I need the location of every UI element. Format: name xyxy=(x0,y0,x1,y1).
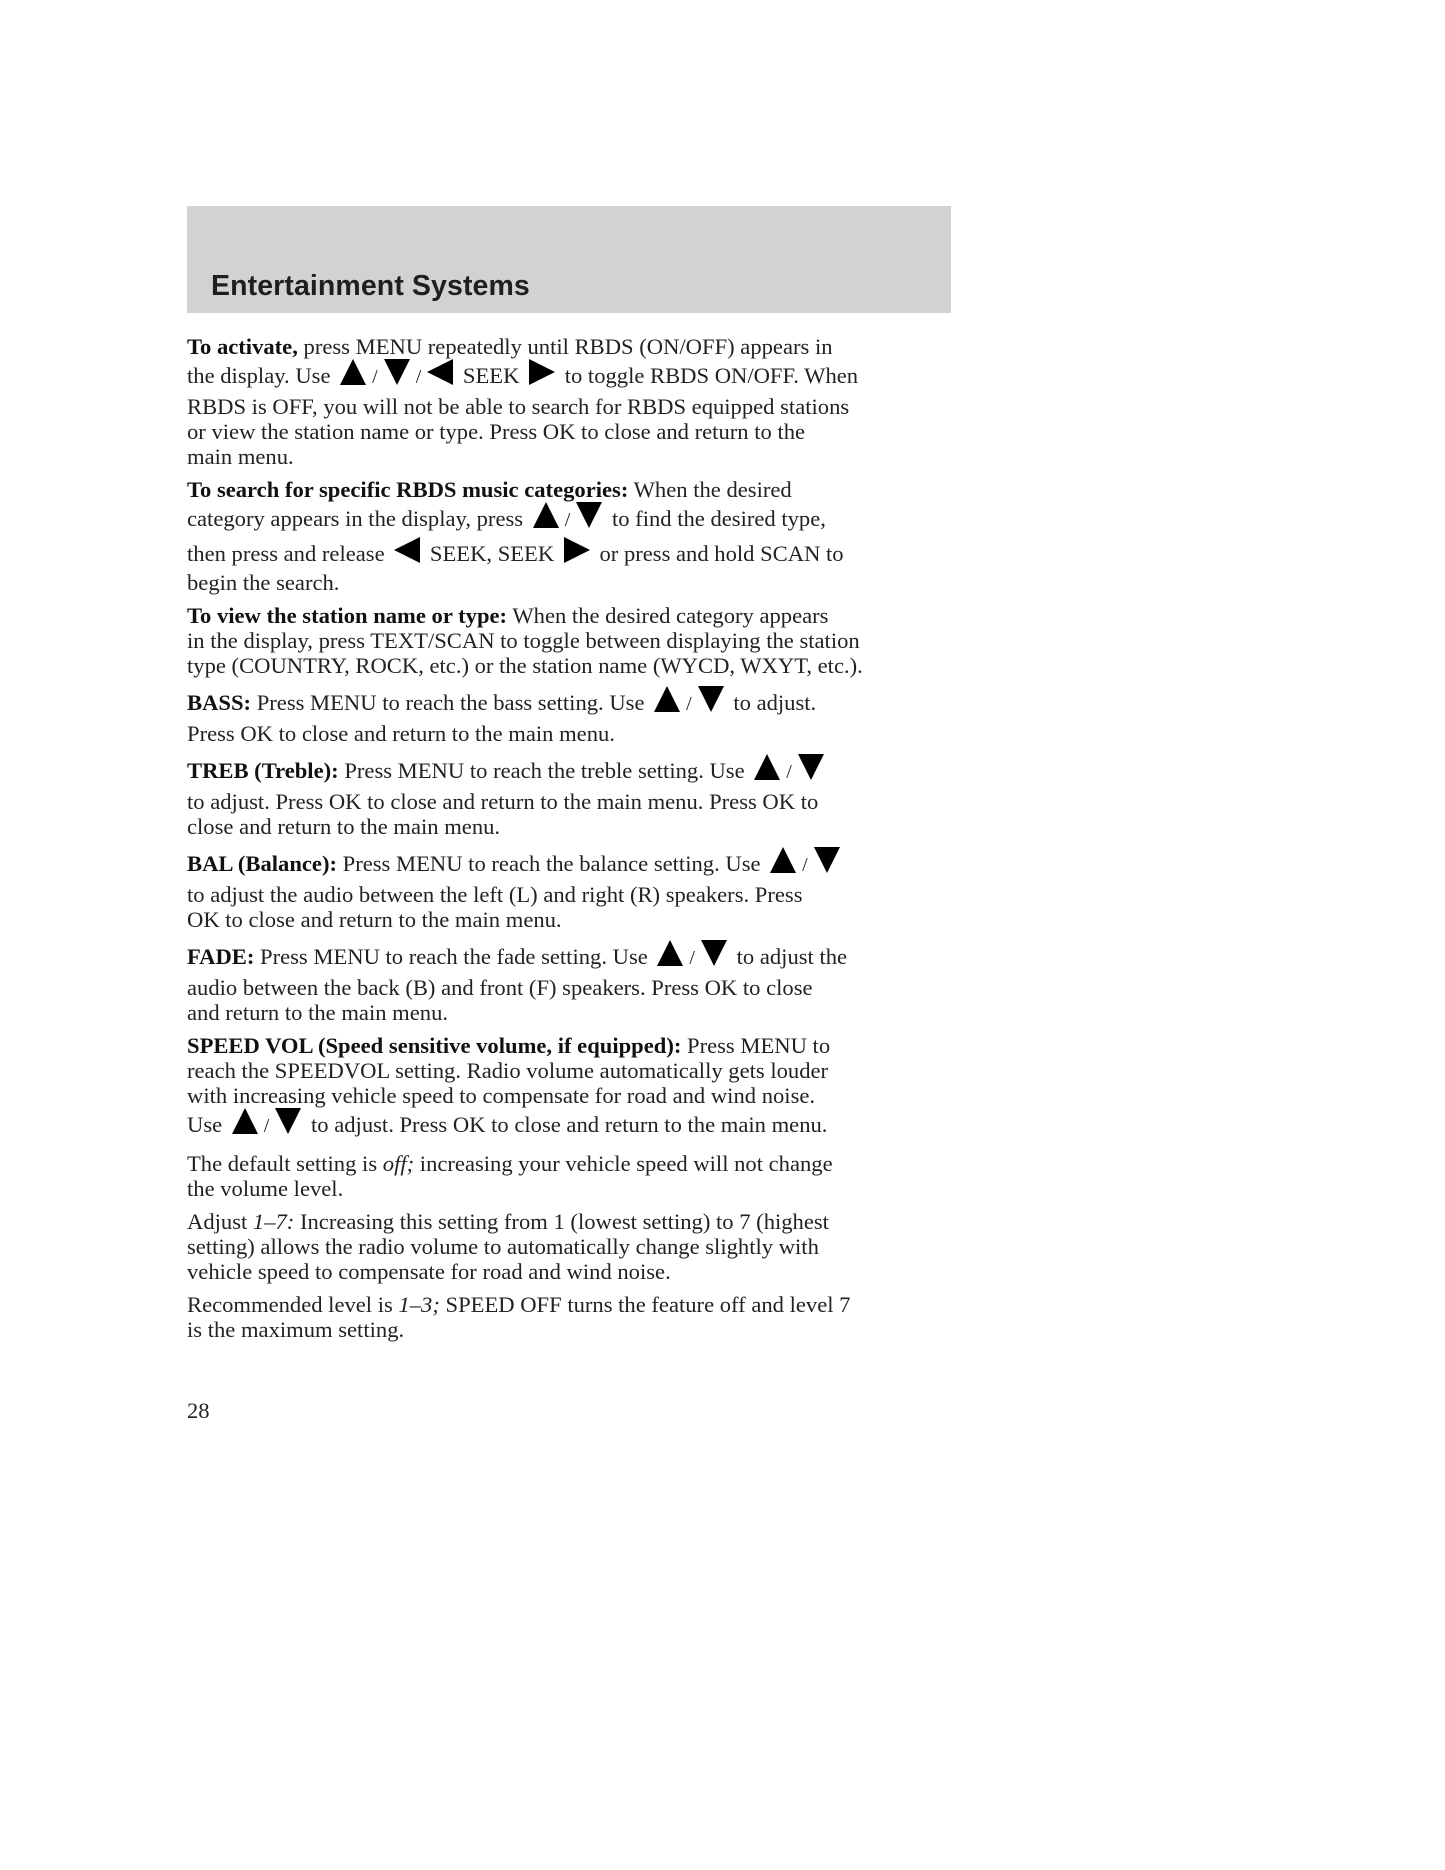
term-activate: To activate, xyxy=(187,334,298,359)
page-body xyxy=(187,334,957,1350)
section-title: Entertainment Systems xyxy=(211,270,530,302)
arrow-down-icon xyxy=(384,359,410,385)
term-balance: BAL (Balance): xyxy=(187,851,337,876)
paragraph-view-station: To view the station name or type: When the desired category appears in the display, press TEXT/SCAN to toggle between displaying the station type (COUNTRY, ROCK, etc.) or the station name (WYCD, WXYT, etc.). xyxy=(187,603,863,678)
arrow-up-icon xyxy=(340,359,366,385)
arrow-down-icon xyxy=(275,1108,301,1134)
paragraph-activate: To activate, press MENU repeatedly until RBDS (ON/OFF) appears in the display. Use / / SEEK to toggle RBDS ON/OFF. When RBDS is OFF, you will not be able to search for RBDS equipped stations or view the station name or type. Press OK to close and return to the main menu. xyxy=(187,334,859,469)
seek-right-icon xyxy=(529,359,555,385)
term-search-categories: To search for specific RBDS music categories: xyxy=(187,477,629,502)
paragraph-speed-vol: SPEED VOL (Speed sensitive volume, if equipped): Press MENU to reach the SPEEDVOL setting. Radio volume automatically gets louder with increasing vehicle speed to compensate for road and wind noise. Use / to adjust. Press OK to close and return to the main menu. xyxy=(187,1033,831,1137)
paragraph-balance: BAL (Balance): Press MENU to reach the balance setting. Use / to adjust the audio between the left (L) and right (R) speakers. Press OK to close and return to the main menu. xyxy=(187,847,957,932)
term-speed-vol: SPEED VOL (Speed sensitive volume, if equipped): xyxy=(187,1033,682,1058)
term-fade: FADE: xyxy=(187,944,255,969)
paragraph-recommended-level: Recommended level is 1–3; SPEED OFF turns the feature off and level 7 is the maximum setting. xyxy=(187,1292,851,1342)
seek-left-icon xyxy=(394,537,420,563)
paragraph-treble: TREB (Treble): Press MENU to reach the treble setting. Use / to adjust. Press OK to close and return to the main menu. Press OK to close and return to the main menu. xyxy=(187,754,957,839)
seek-right-icon xyxy=(564,537,590,563)
paragraph-default-setting: The default setting is off; increasing your vehicle speed will not change the volume level. xyxy=(187,1151,833,1201)
section-header-band xyxy=(187,206,951,313)
arrow-up-icon xyxy=(657,940,683,966)
arrow-up-icon xyxy=(533,502,559,528)
arrow-down-icon xyxy=(814,847,840,873)
arrow-down-icon xyxy=(701,940,727,966)
arrow-down-icon xyxy=(576,502,602,528)
arrow-up-icon xyxy=(754,754,780,780)
arrow-up-icon xyxy=(654,686,680,712)
term-bass: BASS: xyxy=(187,690,252,715)
term-view-station: To view the station name or type: xyxy=(187,603,508,628)
arrow-down-icon xyxy=(698,686,724,712)
paragraph-adjust-range: Adjust 1–7: Increasing this setting from 1 (lowest setting) to 7 (highest setting) allows the radio volume to automatically change slightly with vehicle speed to compensate for road and wind noise. xyxy=(187,1209,829,1284)
seek-left-icon xyxy=(427,359,453,385)
arrow-up-icon xyxy=(232,1108,258,1134)
term-treble: TREB (Treble): xyxy=(187,758,339,783)
paragraph-search-categories: To search for specific RBDS music categories: When the desired category appears in the display, press / to find the desired type, then press and release SEEK, SEEK or press and hold SCAN to begin the search. xyxy=(187,477,844,595)
arrow-up-icon xyxy=(770,847,796,873)
arrow-down-icon xyxy=(798,754,824,780)
page-number: 28 xyxy=(187,1398,210,1423)
paragraph-fade: FADE: Press MENU to reach the fade setting. Use / to adjust the audio between the back (B) and front (F) speakers. Press OK to close and return to the main menu. xyxy=(187,940,957,1025)
paragraph-bass: BASS: Press MENU to reach the bass setting. Use / to adjust. Press OK to close and return to the main menu. xyxy=(187,686,957,746)
